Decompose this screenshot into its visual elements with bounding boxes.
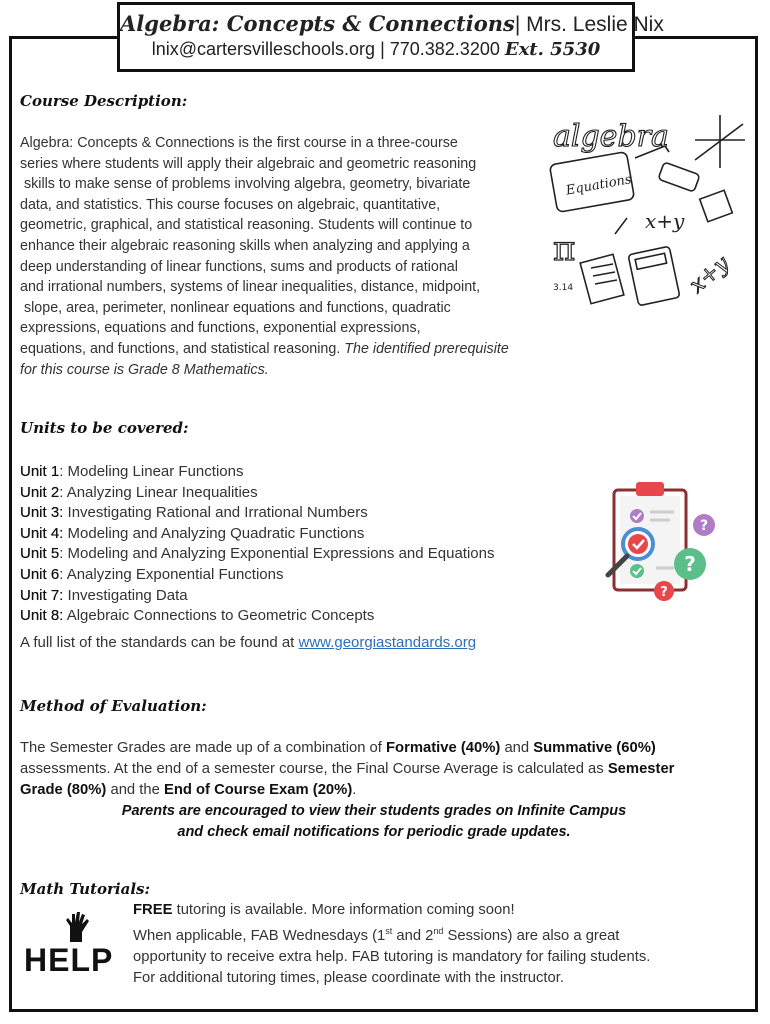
ordinal-suffix: nd — [433, 926, 444, 936]
eoc-exam-weight: End of Course Exam (20%) — [163, 782, 353, 798]
xy-doodle-word: x+y — [645, 209, 685, 233]
tutorials-text — [133, 900, 733, 989]
unit-title: Algebraic Connections to Geometric Concepts — [63, 607, 375, 625]
unit-title: Investigating Rational and Irrational Numbers — [63, 504, 368, 522]
evaluation-text-2: assessments. At the end of a semester course, the Final Course Average is calculated as — [20, 761, 608, 777]
evaluation-text — [20, 738, 720, 801]
prerequisite-part2: for this course is Grade 8 Mathematics. — [20, 361, 269, 378]
parents-note-line1: Parents are encouraged to view their students grades on Infinite Campus — [121, 803, 627, 819]
parents-note — [20, 801, 728, 843]
semester-grade-weight: Semester Grade (80%) — [20, 761, 675, 798]
description-line: deep understanding of linear functions, sums and products of rational — [20, 258, 458, 275]
evaluation-heading: Method of Evaluation: — [20, 697, 207, 715]
standards-link[interactable]: www.georgiastandards.org — [298, 634, 477, 651]
tutorials-heading: Math Tutorials: — [20, 880, 151, 898]
unit-item — [20, 524, 494, 545]
unit-item — [20, 586, 494, 607]
unit-label: Unit 7: — [20, 586, 64, 604]
tutorials-line: opportunity to receive extra help. FAB tutoring is mandatory for failing students. — [133, 948, 651, 965]
description-line: Algebra: Concepts & Connections is the first course in a three-course — [20, 135, 458, 151]
unit-label: Unit 3: — [20, 504, 64, 522]
svg-text:?: ? — [684, 552, 696, 576]
algebra-doodle-word: algebra — [553, 119, 669, 154]
unit-title: Modeling and Analyzing Quadratic Functions — [63, 524, 365, 542]
description-line: data, and statistics. This course focuses on algebraic, quantitative, — [20, 196, 441, 213]
unit-label: Unit 6 — [20, 565, 60, 583]
svg-text:?: ? — [699, 518, 709, 534]
tutorials-line2-text-c: Sessions) are also a great — [443, 927, 620, 944]
tutorials-line2-text-b: and 2 — [392, 927, 434, 944]
tutorials-line: For additional tutoring times, please coordinate with the instructor. — [133, 969, 564, 986]
standards-text: A full list of the standards can be found at — [20, 634, 299, 651]
title-separator: | — [514, 13, 521, 36]
ordinal-suffix: st — [385, 926, 393, 936]
evaluation-text-3: and the — [106, 782, 164, 798]
page-header — [117, 2, 664, 72]
unit-label: Unit 2 — [20, 483, 60, 501]
description-line: geometric, graphical, and statistical reasoning. Students will continue to — [20, 217, 473, 234]
units-list — [20, 462, 494, 627]
unit-label: Unit 1 — [20, 463, 60, 480]
summative-weight: Summative (60%) — [533, 740, 656, 756]
course-title-line — [120, 11, 664, 37]
description-line: series where students will apply their algebraic and geometric reasoning — [20, 155, 477, 172]
tutorials-line — [133, 900, 733, 921]
parents-note-line2: and check email notifications for periodic grade updates. — [177, 824, 571, 840]
unit-item — [20, 483, 494, 504]
units-heading: Units to be covered: — [20, 419, 189, 437]
contact-info: lnix@cartersvilleschools.org | 770.382.3200 — [151, 39, 505, 59]
unit-title: : Modeling Linear Functions — [59, 463, 244, 480]
phone-extension: Ext. 5530 — [504, 39, 601, 60]
help-word: HELP — [24, 942, 114, 978]
course-description-heading: Course Description: — [20, 92, 188, 110]
free-label: FREE — [133, 902, 173, 918]
pi-doodle-symbol: π — [553, 229, 576, 269]
description-line: skills to make sense of problems involving algebra, geometry, bivariate — [20, 176, 471, 193]
teacher-name: Mrs. Leslie Nix — [520, 13, 664, 36]
tutorials-line1-text: tutoring is available. More information coming soon! — [172, 902, 515, 918]
unit-label: Unit 4: — [20, 524, 64, 542]
unit-item — [20, 606, 494, 627]
algebra-doodle-illustration — [545, 110, 755, 320]
equations-doodle-word: Equations — [564, 172, 633, 199]
description-line: enhance their algebraic reasoning skills when analyzing and applying a — [20, 237, 470, 254]
unit-item — [20, 462, 494, 483]
unit-label: Unit 8: — [20, 607, 64, 625]
course-title: Algebra: Concepts & Connections — [120, 11, 515, 36]
unit-title: Investigating Data — [63, 586, 188, 604]
unit-title: : Modeling and Analyzing Exponential Expressions and Equations — [59, 545, 495, 563]
standards-note — [20, 634, 476, 651]
unit-label: Unit 5 — [20, 545, 60, 563]
tutorials-line2-text-a: When applicable, FAB Wednesdays (1 — [133, 927, 386, 944]
pi-value-doodle: 3.14 — [553, 283, 574, 293]
description-line: expressions, equations and functions, exponential expressions, — [20, 320, 421, 337]
unit-item — [20, 565, 494, 586]
help-graphic — [24, 912, 124, 978]
formative-weight: Formative (40%) — [386, 740, 501, 756]
unit-item — [20, 544, 494, 565]
evaluation-and: and — [500, 740, 534, 756]
description-line: and irrational numbers, systems of linear inequalities, distance, midpoint, — [20, 279, 481, 296]
evaluation-text-4: . — [352, 782, 357, 798]
course-description-text — [20, 133, 580, 380]
svg-text:?: ? — [660, 585, 668, 600]
xy-doodle-word-2: x+y — [685, 251, 735, 299]
evaluation-text-1: The Semester Grades are made up of a combination of — [20, 740, 387, 756]
description-line — [20, 360, 580, 381]
contact-line — [120, 39, 632, 60]
description-line-end: equations, and functions, and statistical reasoning. — [20, 340, 345, 357]
unit-item — [20, 503, 494, 524]
unit-title: : Analyzing Exponential Functions — [59, 565, 284, 583]
tutorials-line — [133, 921, 733, 947]
prerequisite-part1: The identified prerequisite — [344, 340, 509, 357]
description-line: slope, area, perimeter, nonlinear equations and functions, quadratic — [20, 299, 451, 316]
description-line — [20, 339, 580, 360]
clipboard-check-icon — [600, 478, 720, 603]
raised-hand-icon — [62, 912, 92, 944]
unit-title: : Analyzing Linear Inequalities — [59, 483, 258, 501]
